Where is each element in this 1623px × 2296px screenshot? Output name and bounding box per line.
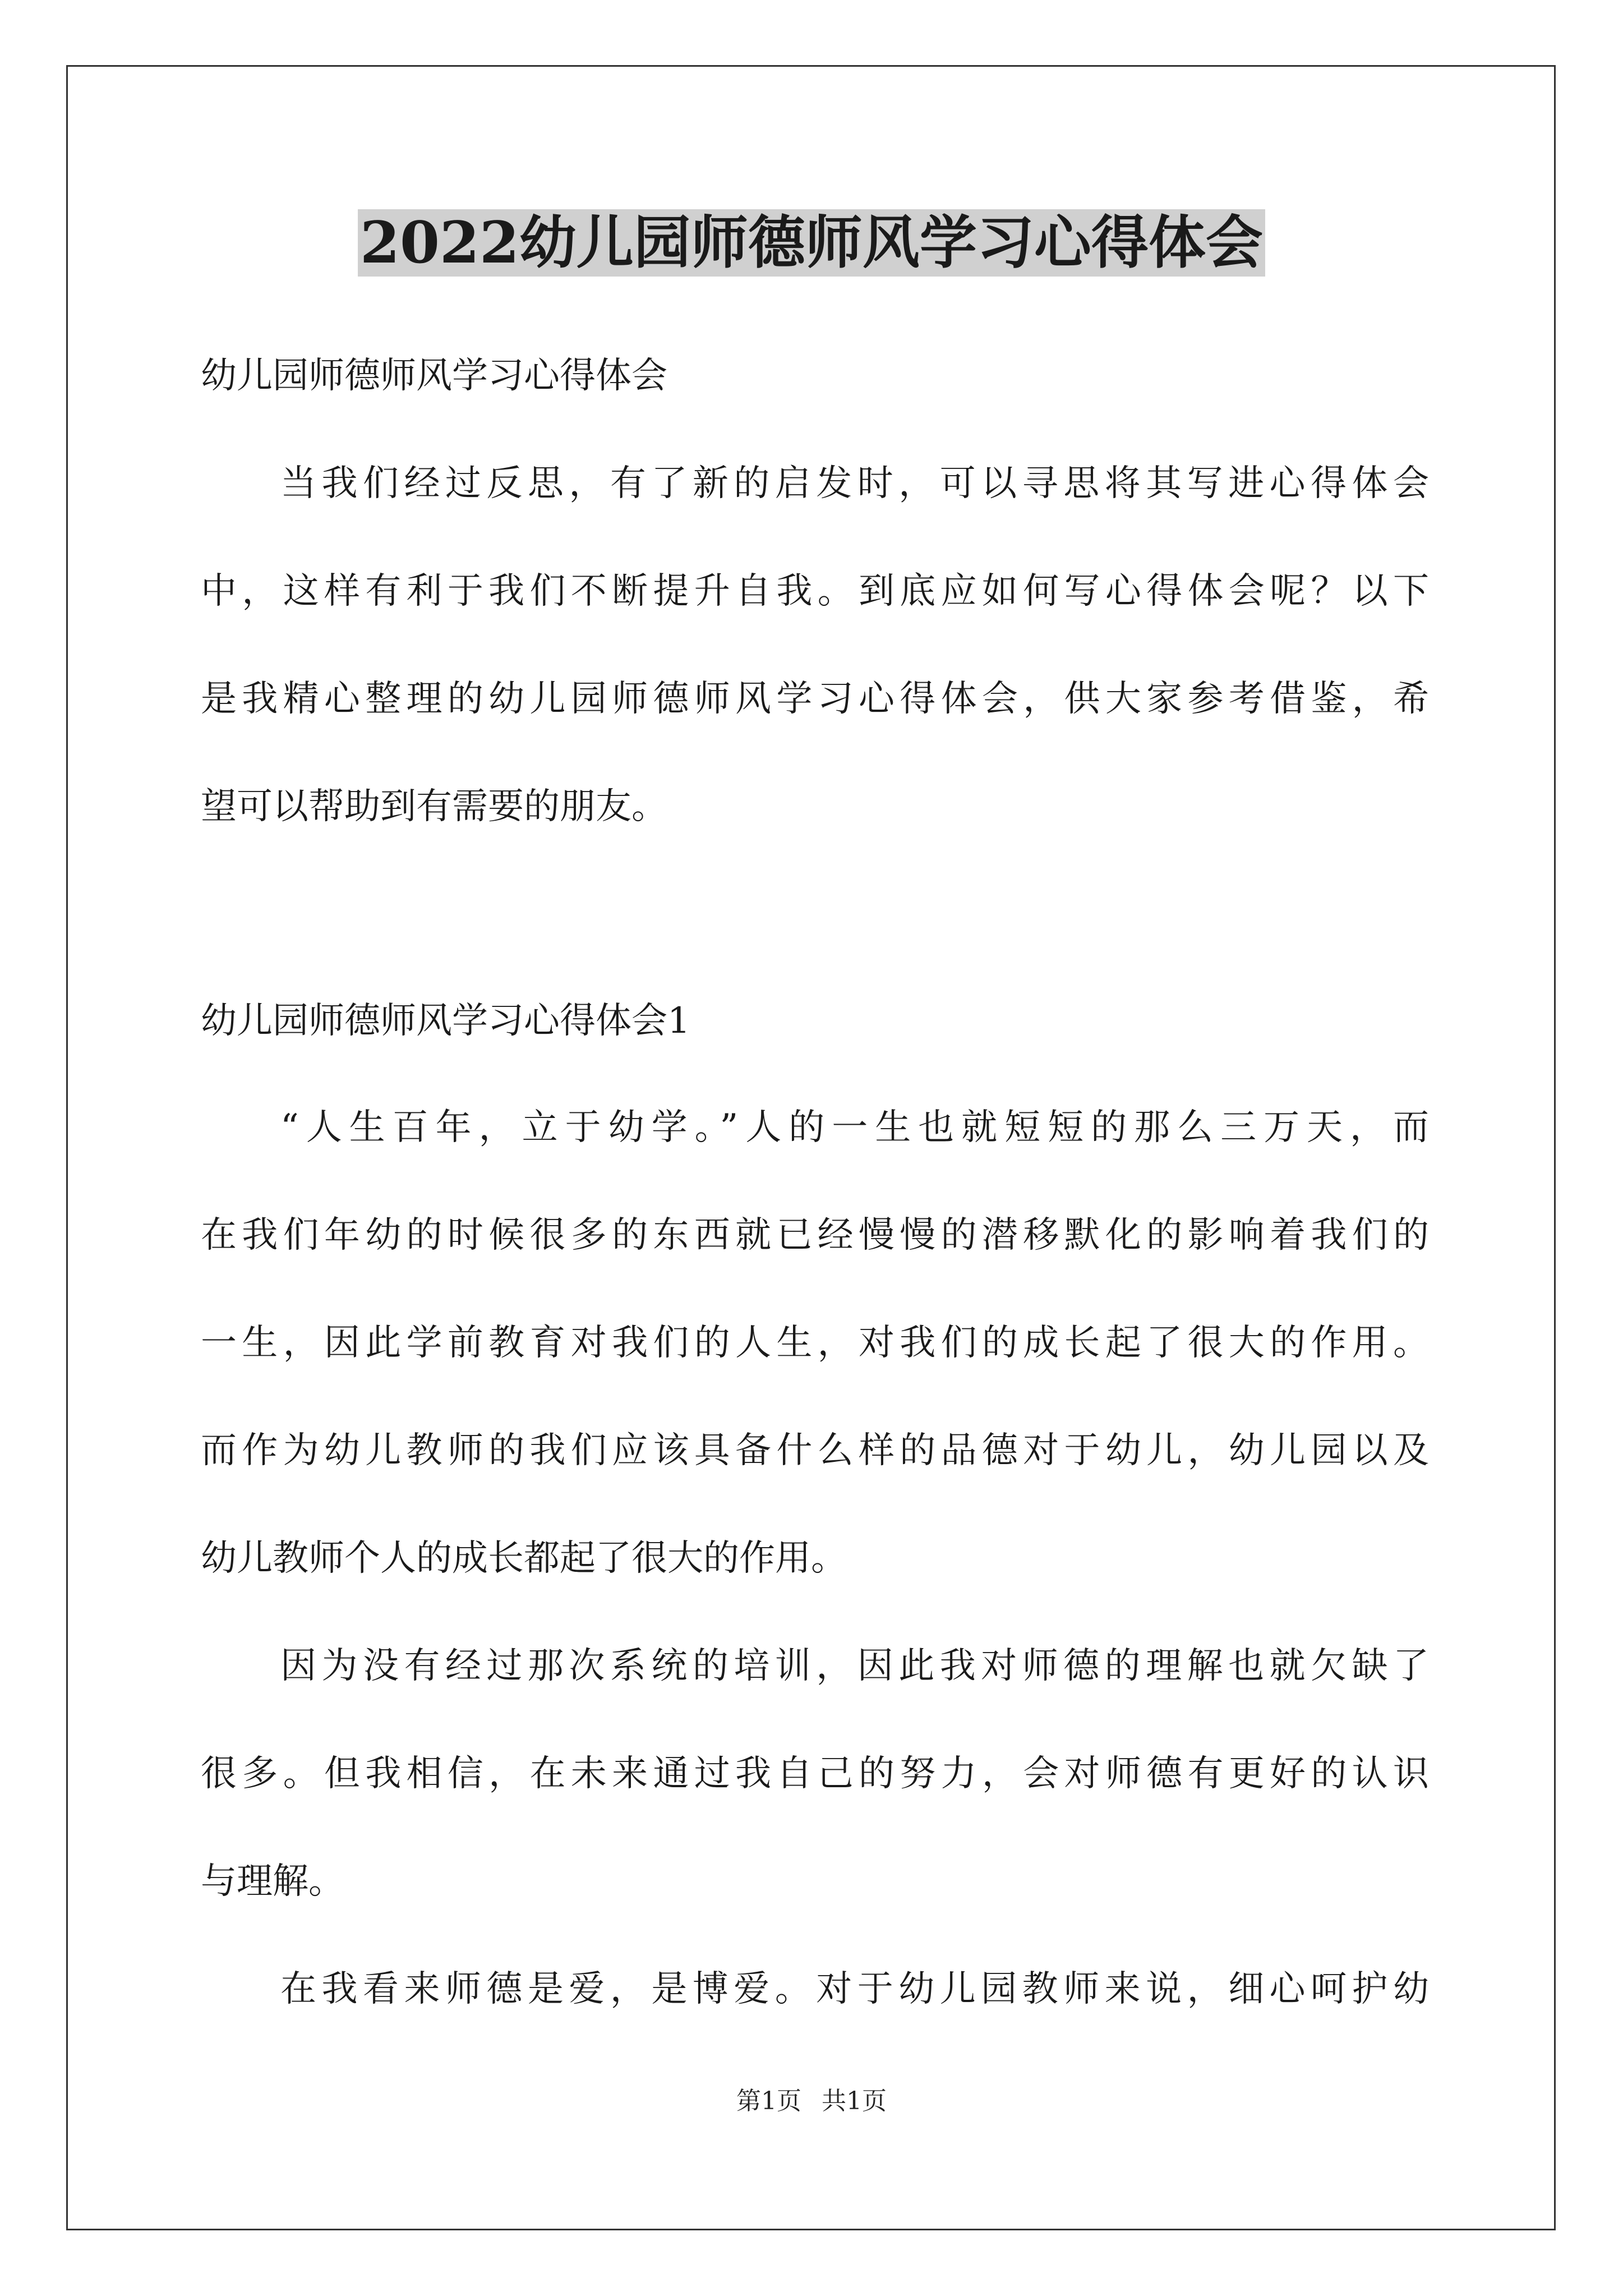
page-number: 第1页 [736, 2087, 801, 2115]
paragraph-line: 一生，因此学前教育对我们的人生，对我们的成长起了很大的作用。 [201, 1322, 1429, 1364]
section-heading: 幼儿园师德师风学习心得体会1 [201, 1000, 690, 1042]
intro-line: 望可以帮助到有需要的朋友。 [201, 786, 667, 827]
page-footer [0, 2085, 1623, 2118]
page-count: 共1页 [822, 2087, 887, 2115]
paragraph-line: “人生百年，立于幼学。”人的一生也就短短的那么三万天，而 [280, 1107, 1429, 1148]
intro-heading: 幼儿园师德师风学习心得体会 [201, 355, 667, 397]
paragraph-line: 在我们年幼的时候很多的东西就已经慢慢的潜移默化的影响着我们的 [201, 1214, 1429, 1256]
paragraph-line: 因为没有经过那次系统的培训，因此我对师德的理解也就欠缺了 [280, 1645, 1429, 1687]
paragraph-line: 与理解。 [201, 1861, 344, 1902]
paragraph-line: 幼儿教师个人的成长都起了很大的作用。 [201, 1538, 847, 1579]
intro-line: 是我精心整理的幼儿园师德师风学习心得体会，供大家参考借鉴，希 [201, 678, 1429, 720]
paragraph-line: 而作为幼儿教师的我们应该具备什么样的品德对于幼儿，幼儿园以及 [201, 1430, 1429, 1471]
document-title [0, 206, 1623, 279]
document-title-text: 2022幼儿园师德师风学习心得体会 [358, 209, 1265, 277]
intro-line: 中，这样有利于我们不断提升自我。到底应如何写心得体会呢？以下 [201, 570, 1429, 612]
paragraph-line: 很多。但我相信，在未来通过我自己的努力，会对师德有更好的认识 [201, 1753, 1429, 1795]
intro-line: 当我们经过反思，有了新的启发时，可以寻思将其写进心得体会 [280, 463, 1429, 504]
paragraph-line: 在我看来师德是爱，是博爱。对于幼儿园教师来说，细心呵护幼 [280, 1968, 1429, 2010]
